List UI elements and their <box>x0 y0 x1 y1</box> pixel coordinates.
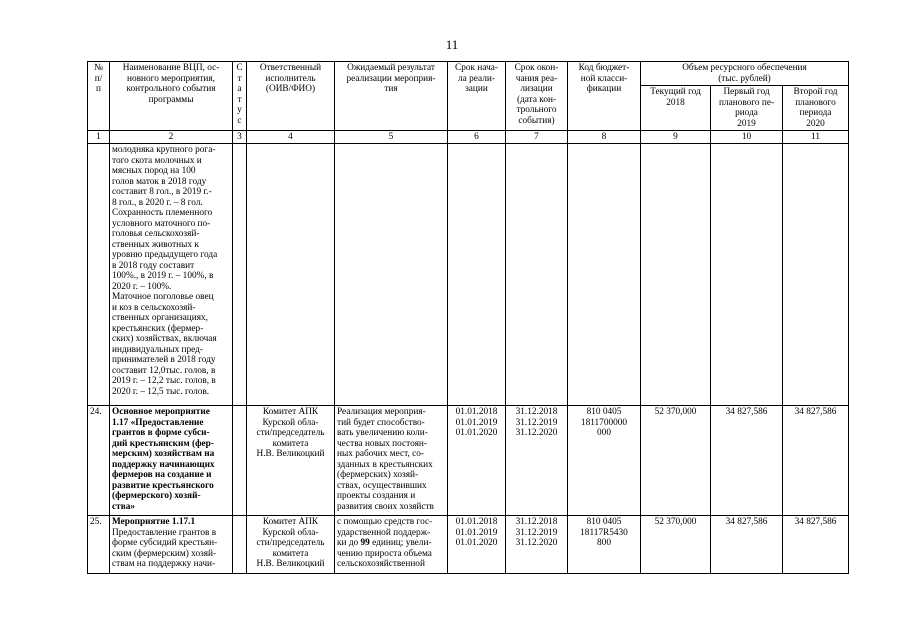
row-result-text: с помощью средств гос- ударственной поддерж- ки до <box>337 517 433 548</box>
cell-num <box>88 144 110 406</box>
row-start: 01.01.2018 01.01.2019 01.01.2020 <box>448 516 506 574</box>
row-name-bold: Основное мероприятие 1.17 «Предоставление грантов в форме субси- дий крестьянским (фер- мерским) хозяйствам на поддержку начинающих фермеров на создание и развитие крестьянского (фермерского) хозяй- ства» <box>112 407 215 512</box>
row-end: 31.12.2018 31.12.2019 31.12.2020 <box>506 516 568 574</box>
column-number: 11 <box>783 131 849 144</box>
cell-end <box>506 144 568 406</box>
column-number: 10 <box>711 131 783 144</box>
cell-responsible <box>247 144 335 406</box>
cell-result <box>335 144 448 406</box>
row-result-number: 99 <box>360 538 370 548</box>
header-status: С т а т у с <box>233 62 247 131</box>
column-number: 3 <box>233 131 247 144</box>
continuation-row <box>88 144 849 406</box>
row-responsible: Комитет АПК Курской обла- сти/председатель комитета Н.В. Великоцкий <box>247 516 335 574</box>
cell-start <box>448 144 506 406</box>
header-2018: Текущий год 2018 <box>641 86 711 131</box>
column-number: 2 <box>110 131 233 144</box>
header-end: Срок окон- чания реа- лизации (дата кон- трольного события) <box>506 62 568 131</box>
header-name: Наименование ВЦП, ос- новного мероприятия, контрольного события программы <box>110 62 233 131</box>
column-number-row <box>88 131 849 144</box>
row-name <box>110 516 233 574</box>
column-number: 9 <box>641 131 711 144</box>
header-num: № п/ п <box>88 62 110 131</box>
table-row <box>88 516 849 574</box>
column-number: 4 <box>247 131 335 144</box>
continuation-text: молодняка крупного рога- того скота молочных и мясных пород на 100 голов маток в 2018 году составит 8 гол., в 2019 г.- 8 гол., в 2020 г. – 8 гол. Сохранность племенного условного маточного по- головья сельскохозяй- ственных животных к уровню предыдущего года в 2018 году составит 100%., в 2019 г. – 100%, в 2020 г. – 100%. Маточное поголовье овец и коз в сельскохозяй- ственных организациях, крестьянских (фермер- ских) хозяйствах, включая индивидуальных пред- принимателей в 2018 году составит 12,0тыс. голов, в 2019 г. – 12,2 тыс. голов, в 2020 г. – 12,5 тыс. голов. <box>110 144 233 406</box>
table-row <box>88 406 849 516</box>
header-responsible: Ответственный исполнитель (ОИВ/ФИО) <box>247 62 335 131</box>
cell-status <box>233 144 247 406</box>
row-2019: 34 827,586 <box>711 516 783 574</box>
row-name-bold: Мероприятие 1.17.1 <box>112 517 196 527</box>
row-start: 01.01.2018 01.01.2019 01.01.2020 <box>448 406 506 516</box>
row-name-text: Предоставление грантов в форме субсидий крестьян- ским (фермерским) хозяй- ствам на поддержку начи- <box>112 527 218 569</box>
row-2020: 34 827,586 <box>783 516 849 574</box>
row-end: 31.12.2018 31.12.2019 31.12.2020 <box>506 406 568 516</box>
row-result <box>335 516 448 574</box>
row-2018: 52 370,000 <box>641 406 711 516</box>
column-number: 1 <box>88 131 110 144</box>
column-number: 8 <box>568 131 641 144</box>
row-code: 810 0405 18117R5430 800 <box>568 516 641 574</box>
page-number: 11 <box>445 37 459 52</box>
row-status <box>233 516 247 574</box>
column-number: 7 <box>506 131 568 144</box>
row-result-text-end: единиц; увели- чению прироста объема сельскохозяйственной <box>337 538 432 569</box>
program-table <box>87 61 849 574</box>
row-code: 810 0405 1811700000 000 <box>568 406 641 516</box>
header-resources: Объем ресурсного обеспечения (тыс. рублей) <box>641 62 849 86</box>
cell-2019 <box>711 144 783 406</box>
row-responsible: Комитет АПК Курской обла- сти/председатель комитета Н.В. Великоцкий <box>247 406 335 516</box>
row-status <box>233 406 247 516</box>
cell-2020 <box>783 144 849 406</box>
cell-code <box>568 144 641 406</box>
header-row <box>88 62 849 86</box>
row-2018: 52 370,000 <box>641 516 711 574</box>
cell-2018 <box>641 144 711 406</box>
row-name <box>110 406 233 516</box>
row-number: 25. <box>88 516 110 574</box>
row-2020: 34 827,586 <box>783 406 849 516</box>
header-result: Ожидаемый результат реализации мероприя- тия <box>335 62 448 131</box>
row-2019: 34 827,586 <box>711 406 783 516</box>
header-2019: Первый год планового пе- риода 2019 <box>711 86 783 131</box>
row-result: Реализация мероприя- тий будет способство- вать увеличению коли- чества новых постоян- ных рабочих мест, со- зданных в крестьянских (фермерских) хозяй- ствах, осуществивших проекты создания и развития своих хозяйств <box>335 406 448 516</box>
header-code: Код бюджет- ной класси- фикации <box>568 62 641 131</box>
header-start: Срок нача- ла реали- зации <box>448 62 506 131</box>
row-number: 24. <box>88 406 110 516</box>
header-2020: Второй год планового периода 2020 <box>783 86 849 131</box>
column-number: 5 <box>335 131 448 144</box>
column-number: 6 <box>448 131 506 144</box>
